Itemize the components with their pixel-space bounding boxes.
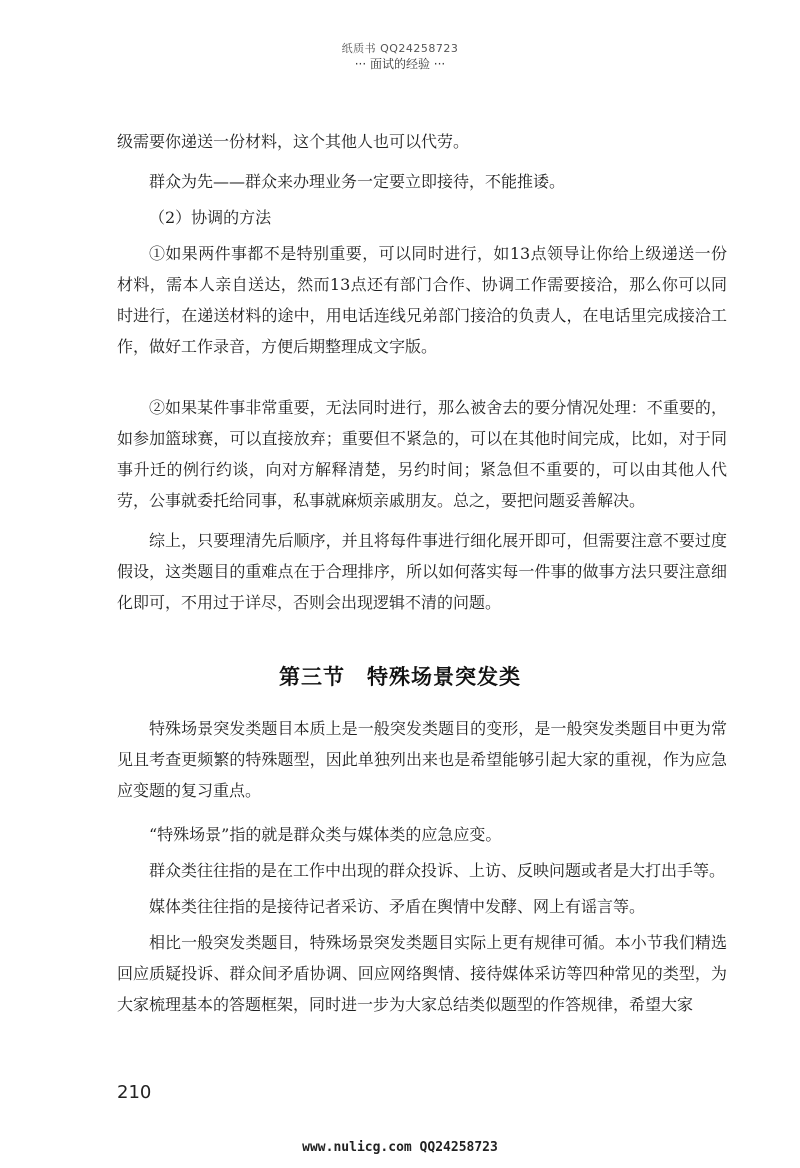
- paragraph-special-scenario-definition: “特殊场景”指的就是群众类与媒体类的应急应变。: [149, 825, 502, 844]
- paragraph-continuation: 级需要你递送一份材料，这个其他人也可以代劳。: [117, 132, 470, 151]
- paragraph-masses-category: 群众类往往指的是在工作中出现的群众投诉、上访、反映问题或者是大打出手等。: [149, 861, 726, 880]
- paragraph-summary: 综上，只要理清先后顺序，并且将每件事进行细化展开即可，但需要注意不要过度假设，这类题目的重难点在于合理排序，所以如何落实每一件事的做事方法只要注意细化即可，不用过于详尽，否则会出现逻辑不清的问题。: [117, 531, 727, 612]
- subheading-coordination-method: （2）协调的方法: [149, 208, 272, 227]
- top-watermark: 纸质书 QQ24258723: [341, 42, 459, 55]
- paragraph-special-scenario-intro: 特殊场景突发类题目本质上是一般突发类题目的变形，是一般突发类题目中更为常见且考查更频繁的特殊题型，因此单独列出来也是希望能够引起大家的重视，作为应急应变题的复习重点。: [117, 719, 727, 800]
- paragraph-media-category: 媒体类往往指的是接待记者采访、矛盾在舆情中发酵、网上有谣言等。: [149, 897, 646, 916]
- running-head: ··· 面试的经验 ···: [354, 57, 446, 71]
- section-title: 第三节 特殊场景突发类: [279, 665, 521, 689]
- paragraph-comparison: 相比一般突发类题目，特殊场景突发类题目实际上更有规律可循。本小节我们精选回应质疑投诉、群众间矛盾协调、回应网络舆情、接待媒体采访等四种常见的类型，为大家梳理基本的答题框架，同时进一步为大家总结类似题型的作答规律，希望大家: [117, 933, 727, 1014]
- paragraph-method-two: ②如果某件事非常重要，无法同时进行，那么被舍去的要分情况处理：不重要的，如参加篮球赛，可以直接放弃；重要但不紧急的，可以在其他时间完成，比如，对于同事升迁的例行约谈，向对方解释清楚，另约时间；紧急但不重要的，可以由其他人代劳，公事就委托给同事，私事就麻烦亲戚朋友。总之，要把问题妥善解决。: [117, 398, 727, 510]
- paragraph-masses-first: 群众为先——群众来办理业务一定要立即接待，不能推诿。: [149, 172, 566, 191]
- paragraph-method-one: ①如果两件事都不是特别重要，可以同时进行，如13点领导让你给上级递送一份材料，需本人亲自送达，然而13点还有部门合作、协调工作需要接洽，那么你可以同时进行，在递送材料的途中，用电话连线兄弟部门接洽的负责人，在电话里完成接洽工作，做好工作录音，方便后期整理成文字版。: [117, 244, 727, 356]
- bottom-watermark: www.nulicg.com QQ24258723: [302, 1140, 498, 1155]
- page-number: 210: [117, 1082, 152, 1103]
